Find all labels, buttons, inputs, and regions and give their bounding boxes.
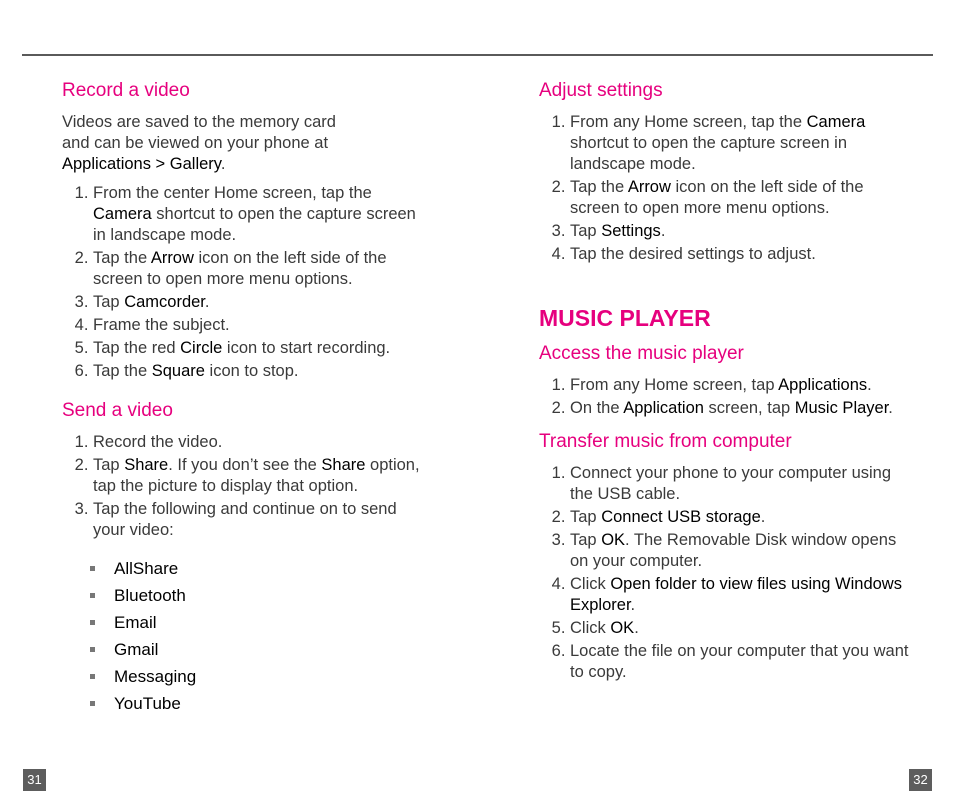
record-video-intro: Videos are saved to the memory card and can be viewed on your phone at Applications > Gallery.: [62, 113, 336, 173]
heading-access-music-player: Access the music player: [539, 343, 744, 364]
record-video-steps: [62, 183, 422, 382]
list-item: 1. Connect your phone to your computer using the USB cable.: [570, 463, 909, 505]
bullet-square-icon: [90, 701, 95, 706]
share-option-email: Email: [90, 609, 422, 636]
left-column: [62, 78, 422, 717]
section-title-music-player: MUSIC PLAYER: [539, 305, 711, 331]
bullet-square-icon: [90, 593, 95, 598]
share-option-gmail: Gmail: [90, 636, 422, 663]
list-item: 4. Tap the desired settings to adjust.: [570, 244, 909, 265]
share-options-list: [62, 555, 422, 717]
share-option-youtube: YouTube: [90, 690, 422, 717]
list-item: 1. From any Home screen, tap the Camera shortcut to open the capture screen in landscape mode.: [570, 112, 909, 175]
top-rule: [22, 54, 933, 56]
access-music-player-steps: [539, 375, 909, 419]
share-option-bluetooth: Bluetooth: [90, 582, 422, 609]
bullet-square-icon: [90, 674, 95, 679]
page-number-right: 32: [909, 769, 932, 791]
share-option-allshare: AllShare: [90, 555, 422, 582]
list-item: 6. Tap the Square icon to stop.: [93, 361, 422, 382]
page-number-left: 31: [23, 769, 46, 791]
share-option-messaging: Messaging: [90, 663, 422, 690]
adjust-settings-steps: [539, 112, 909, 265]
list-item: 5. Click OK.: [570, 618, 909, 639]
bullet-square-icon: [90, 620, 95, 625]
bullet-square-icon: [90, 566, 95, 571]
send-video-steps: [62, 432, 422, 541]
transfer-music-steps: [539, 463, 909, 683]
list-item: 2. Tap Share. If you don’t see the Share option, tap the picture to display that option.: [93, 455, 422, 497]
list-item: 2. Tap the Arrow icon on the left side of the screen to open more menu options.: [570, 177, 909, 219]
heading-transfer-music: Transfer music from computer: [539, 431, 792, 452]
list-item: 2. Tap Connect USB storage.: [570, 507, 909, 528]
list-item: 1. From the center Home screen, tap the Camera shortcut to open the capture screen in landscape mode.: [93, 183, 422, 246]
list-item: 3. Tap Camcorder.: [93, 292, 422, 313]
list-item: 1. From any Home screen, tap Applications.: [570, 375, 909, 396]
heading-record-video: Record a video: [62, 80, 190, 101]
list-item: 3. Tap OK. The Removable Disk window opens on your computer.: [570, 530, 909, 572]
right-column: [539, 78, 909, 693]
list-item: 5. Tap the red Circle icon to start recording.: [93, 338, 422, 359]
list-item: 1. Record the video.: [93, 432, 422, 453]
list-item: 4. Frame the subject.: [93, 315, 422, 336]
list-item: 2. On the Application screen, tap Music Player.: [570, 398, 909, 419]
heading-send-video: Send a video: [62, 400, 173, 421]
list-item: 6. Locate the file on your computer that you want to copy.: [570, 641, 909, 683]
heading-adjust-settings: Adjust settings: [539, 80, 663, 101]
list-item: 4. Click Open folder to view files using Windows Explorer.: [570, 574, 909, 616]
list-item: 2. Tap the Arrow icon on the left side of the screen to open more menu options.: [93, 248, 422, 290]
bullet-square-icon: [90, 647, 95, 652]
list-item: 3. Tap the following and continue on to send your video:: [93, 499, 422, 541]
list-item: 3. Tap Settings.: [570, 221, 909, 242]
